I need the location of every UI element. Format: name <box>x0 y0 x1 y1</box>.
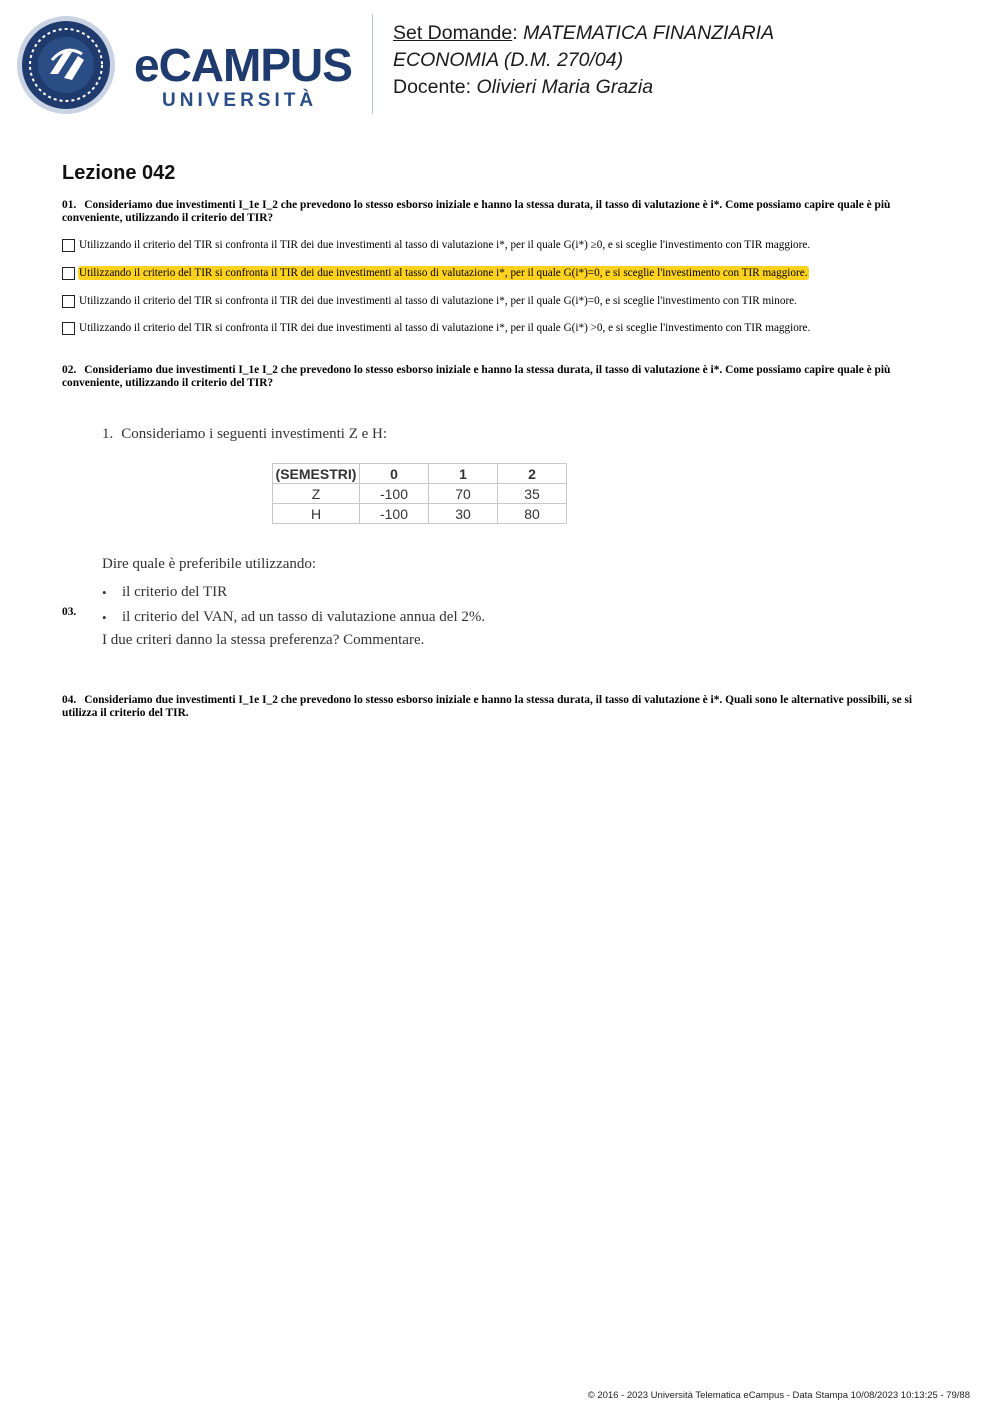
answer-checkbox[interactable] <box>62 295 75 308</box>
table-row <box>273 484 567 504</box>
question-02 <box>62 364 942 389</box>
question-number: 04. <box>62 694 77 706</box>
answer-checkbox[interactable] <box>62 267 75 280</box>
table-header-cell: 2 <box>498 464 567 484</box>
ecampus-seal-icon <box>17 16 115 114</box>
exercise-prompt: Dire quale è preferibile utilizzando: <box>102 556 317 572</box>
list-item <box>102 580 485 605</box>
exercise-number: 1. <box>102 426 114 442</box>
table-cell: -100 <box>360 504 429 524</box>
table-cell: 70 <box>429 484 498 504</box>
question-03-number: 03. <box>62 606 77 618</box>
course-header <box>393 20 774 101</box>
answer-option-4[interactable] <box>62 320 811 336</box>
question-04 <box>62 694 942 719</box>
table-cell: Z <box>273 484 360 504</box>
question-text: Consideriamo due investimenti I_1e I_2 che prevedono lo stesso esborso iniziale e hanno la stessa durata, il tasso di valutazione è i*. Come possiamo capire quale è più conveniente, utilizzando il criterio del TIR? <box>62 364 891 389</box>
degree-name: ECONOMIA (D.M. 270/04) <box>393 49 624 71</box>
table-cell: 80 <box>498 504 567 524</box>
teacher-line <box>393 74 774 101</box>
ecampus-logo <box>16 14 356 116</box>
answer-checkbox[interactable] <box>62 322 75 335</box>
question-number: 01. <box>62 199 77 211</box>
header-divider <box>372 14 373 114</box>
answer-text: Utilizzando il criterio del TIR si confronta il TIR dei due investimenti al tasso di valutazione i*, per il quale G(i*)=0, e si sceglie l'investimento con TIR minore. <box>79 295 797 307</box>
exercise-heading-text: Consideriamo i seguenti investimenti Z e H: <box>121 426 388 442</box>
table-header-row <box>273 464 567 484</box>
answer-option-3[interactable] <box>62 293 798 309</box>
question-text: Consideriamo due investimenti I_1e I_2 che prevedono lo stesso esborso iniziale e hanno la stessa durata, il tasso di valutazione è i*. Come possiamo capire quale è più conveniente, utilizzando il criterio del TIR? <box>62 199 891 224</box>
logo-subtitle: UNIVERSITÀ <box>162 90 318 111</box>
table-header-cell: 0 <box>360 464 429 484</box>
degree-line <box>393 47 774 74</box>
lesson-title: Lezione 042 <box>62 162 176 184</box>
answer-checkbox[interactable] <box>62 239 75 252</box>
logo-brand: eCAMPUS <box>134 39 352 91</box>
investments-table <box>272 463 567 524</box>
table-cell: H <box>273 504 360 524</box>
list-item <box>102 605 485 630</box>
exercise-criteria-list <box>102 580 485 630</box>
question-01 <box>62 199 942 224</box>
answer-option-2[interactable] <box>62 265 809 281</box>
exercise-heading <box>102 426 387 443</box>
table-cell: 30 <box>429 504 498 524</box>
bullet-icon: • <box>102 609 107 625</box>
table-cell: 35 <box>498 484 567 504</box>
answer-text: Utilizzando il criterio del TIR si confronta il TIR dei due investimenti al tasso di valutazione i*, per il quale G(i*) >0, e si sceglie l'investimento con TIR maggiore. <box>79 322 811 334</box>
course-name: MATEMATICA FINANZIARIA <box>523 22 775 44</box>
answer-option-1[interactable] <box>62 237 811 253</box>
page-footer: © 2016 - 2023 Università Telematica eCampus - Data Stampa 10/08/2023 10:13:25 - 79/88 <box>587 1390 970 1401</box>
table-header-cell: 1 <box>429 464 498 484</box>
answer-text-highlighted: Utilizzando il criterio del TIR si confronta il TIR dei due investimenti al tasso di valutazione i*, per il quale G(i*)=0, e si sceglie l'investimento con TIR maggiore. <box>79 267 808 279</box>
teacher-label: Docente: <box>393 76 472 98</box>
question-text: Consideriamo due investimenti I_1e I_2 che prevedono lo stesso esborso iniziale e hanno la stessa durata, il tasso di valutazione è i*. Quali sono le alternative possibili, se si utilizza il criterio del TIR. <box>62 694 913 719</box>
teacher-name: Olivieri Maria Grazia <box>476 76 654 98</box>
question-03-image <box>96 418 576 658</box>
question-number: 02. <box>62 364 77 376</box>
set-separator: : <box>512 22 518 44</box>
exercise-closing: I due criteri danno la stessa preferenza? Commentare. <box>102 632 425 648</box>
table-header-cell: (SEMESTRI) <box>273 464 360 484</box>
list-item-text: il criterio del VAN, ad un tasso di valutazione annua del 2%. <box>122 609 486 625</box>
list-item-text: il criterio del TIR <box>122 584 228 600</box>
table-cell: -100 <box>360 484 429 504</box>
set-label: Set Domande <box>393 22 513 44</box>
bullet-icon: • <box>102 584 107 600</box>
set-line <box>393 20 774 47</box>
answer-text: Utilizzando il criterio del TIR si confronta il TIR dei due investimenti al tasso di valutazione i*, per il quale G(i*) ≥0, e si sceglie l'investimento con TIR maggiore. <box>79 239 811 251</box>
table-row <box>273 504 567 524</box>
